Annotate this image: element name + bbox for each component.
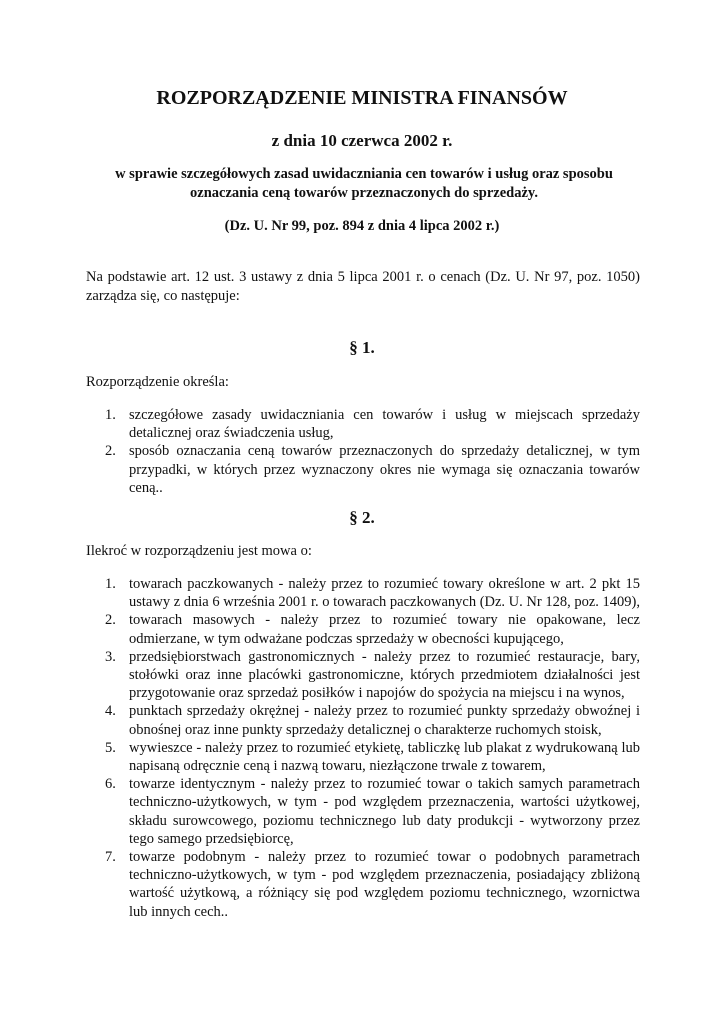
list-item-text: towarze podobnym - należy przez to rozumieć towar o podobnych parametrach techniczno-użytkowych, w tym - pod względem przeznaczenia, posiadający zbliżoną wartość użytkową, a różniący się pod względem poziomu technicznego, wzornictwa lub innych cech..: [129, 849, 640, 920]
list-item-number: 2.: [105, 612, 116, 629]
list-item: [86, 739, 640, 775]
list-item: [86, 442, 640, 497]
list-item: [86, 406, 640, 442]
section-1-heading: § 1.: [349, 338, 375, 357]
list-item-text: wywieszce - należy przez to rozumieć etykietę, tabliczkę lub plakat z wydrukowaną lub napisaną odręcznie ceną i nazwą towaru, niezłączone trwale z towarem,: [129, 739, 640, 775]
document-date: z dnia 10 czerwca 2002 r.: [271, 131, 453, 150]
section-1-list: [86, 406, 640, 497]
list-item: [86, 702, 640, 738]
list-item-text: towarze identycznym - należy przez to rozumieć towar o takich samych parametrach techniczno-użytkowych, w tym - pod względem przeznaczenia, wartości użytkowej, składu surowcowego, poziomu technicznego lub daty produkcji - wytworzony przez tego samego przedsiębiorcę,: [129, 776, 640, 847]
intro-paragraph: Na podstawie art. 12 ust. 3 ustawy z dnia 5 lipca 2001 r. o cenach (Dz. U. Nr 97, poz. 1050) zarządza się, co następuje:: [86, 269, 640, 304]
list-item-text: przedsiębiorstwach gastronomicznych - należy przez to rozumieć restauracje, bary, stołówki oraz inne placówki gastronomiczne, których przedmiotem działalności jest przygotowanie oraz sprzedaż posiłków i napojów do spożycia na miejscu i na wynos,: [129, 648, 640, 702]
list-item-number: 6.: [105, 776, 116, 793]
list-item-text: towarach masowych - należy przez to rozumieć towary nie opakowane, lecz odmierzane, w tym odważane podczas sprzedaży w obecności kupującego,: [129, 612, 640, 647]
list-item-number: 7.: [105, 849, 116, 866]
list-item-number: 3.: [105, 648, 116, 665]
list-item-text: sposób oznaczania ceną towarów przeznaczonych do sprzedaży detalicznej, w tym przypadki, w których przez wyznaczony okres nie wymaga się oznaczania towarów ceną..: [129, 443, 640, 496]
list-item-text: towarach paczkowanych - należy przez to rozumieć towary określone w art. 2 pkt 15 ustawy z dnia 6 września 2001 r. o towarach paczkowanych (Dz. U. Nr 128, poz. 1409),: [129, 576, 640, 611]
section-2-lead: Ilekroć w rozporządzeniu jest mowa o:: [86, 543, 312, 559]
list-item-number: 1.: [105, 407, 116, 423]
list-item-number: 5.: [105, 739, 116, 756]
document-source: (Dz. U. Nr 99, poz. 894 z dnia 4 lipca 2002 r.): [224, 218, 500, 234]
section-1-lead: Rozporządzenie określa:: [86, 374, 229, 390]
section-2-list: [86, 575, 640, 921]
section-2-heading: § 2.: [349, 508, 375, 527]
list-item: [86, 648, 640, 703]
document-title: ROZPORZĄDZENIE MINISTRA FINANSÓW: [156, 87, 568, 109]
list-item: [86, 575, 640, 611]
document-subject: w sprawie szczegółowych zasad uwidaczniania cen towarów i usług oraz sposobu oznaczania ceną towarów przeznaczonych do sprzedaży.: [115, 166, 613, 201]
list-item: [86, 775, 640, 848]
list-item-number: 2.: [105, 443, 116, 460]
list-item-number: 1.: [105, 576, 116, 592]
list-item: [86, 611, 640, 647]
list-item-number: 4.: [105, 703, 116, 720]
list-item: [86, 848, 640, 921]
list-item-text: szczegółowe zasady uwidaczniania cen towarów i usług w miejscach sprzedaży detalicznej oraz świadczenia usług,: [129, 407, 640, 442]
list-item-text: punktach sprzedaży okrężnej - należy przez to rozumieć punkty sprzedaży obwoźnej i obnośnej oraz inne punkty sprzedaży detalicznej o charakterze ruchomych stoisk,: [129, 703, 640, 738]
